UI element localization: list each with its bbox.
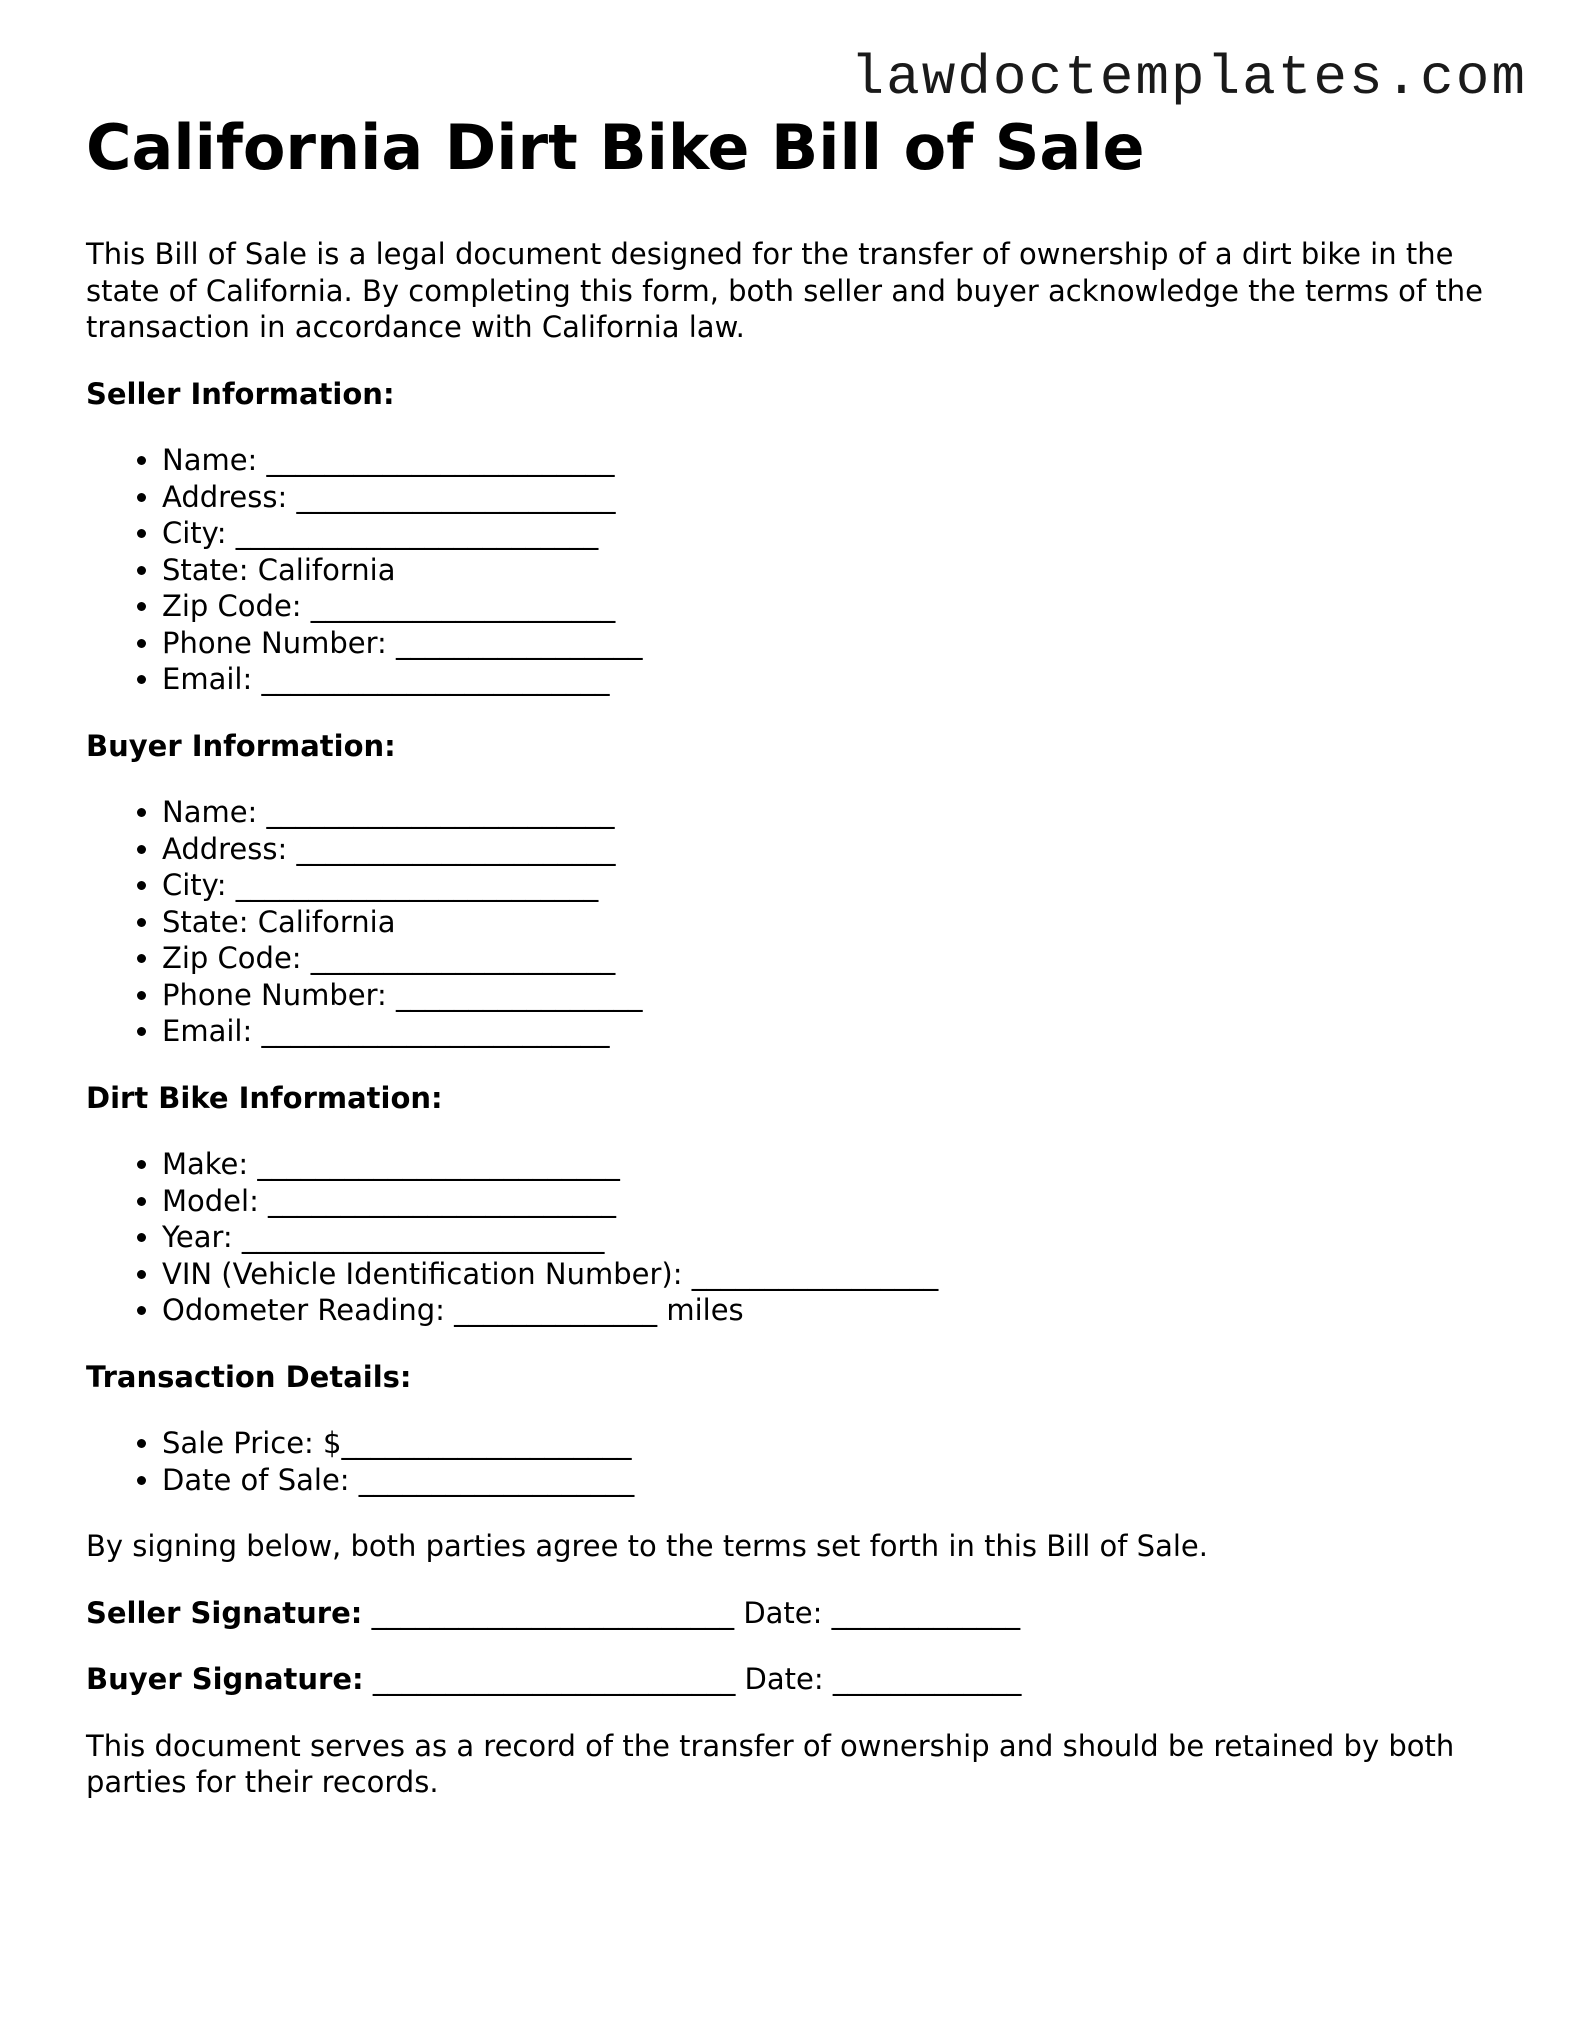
document-page [86,110,1506,1801]
closing-statement: This document serves as a record of the transfer of ownership and should be retained by both parties for their records. [86,1728,1455,1799]
seller-info-list [86,442,1506,698]
buyer-signature-label: Buyer Signature: [86,1662,364,1696]
transaction-info-list [86,1425,1506,1498]
bike-year-field: • Year: _________________________ [162,1219,1506,1256]
page-title: California Dirt Bike Bill of Sale [86,111,1145,184]
bike-vin-field: • VIN (Vehicle Identification Number): _________________ [162,1256,1506,1293]
buyer-email-field: • Email: ________________________ [162,1013,1506,1050]
seller-signature-label: Seller Signature: [86,1595,363,1630]
agreement-statement: By signing below, both parties agree to the terms set forth in this Bill of Sale. [86,1529,1208,1563]
transaction-section-heading: Transaction Details: [86,1359,412,1394]
buyer-state-field: • State: California [162,904,1506,941]
seller-name-field: • Name: ________________________ [162,442,1506,479]
seller-signature-line [86,1595,1506,1632]
buyer-zip-field: • Zip Code: _____________________ [162,940,1506,977]
seller-zip-field: • Zip Code: _____________________ [162,588,1506,625]
sale-price-field: • Sale Price: $____________________ [162,1425,1506,1462]
seller-signature-blank: _________________________ Date: _____________ [371,1595,1021,1630]
buyer-section-heading: Buyer Information: [86,728,396,763]
buyer-info-list [86,794,1506,1050]
watermark: lawdoctemplates.com [850,46,1527,110]
buyer-phone-field: • Phone Number: _________________ [162,977,1506,1014]
buyer-signature-blank: _________________________ Date: _____________ [372,1662,1022,1696]
bike-make-field: • Make: _________________________ [162,1146,1506,1183]
seller-section-heading: Seller Information: [86,376,395,411]
buyer-city-field: • City: _________________________ [162,867,1506,904]
seller-address-field: • Address: ______________________ [162,479,1506,516]
seller-state-field: • State: California [162,552,1506,589]
sale-date-field: • Date of Sale: ___________________ [162,1462,1506,1499]
bike-info-list [86,1146,1506,1329]
seller-city-field: • City: _________________________ [162,515,1506,552]
bike-odometer-field: • Odometer Reading: ______________ miles [162,1292,1506,1329]
buyer-address-field: • Address: ______________________ [162,831,1506,868]
bike-model-field: • Model: ________________________ [162,1183,1506,1220]
buyer-signature-line [86,1661,1506,1698]
intro-paragraph: This Bill of Sale is a legal document designed for the transfer of ownership of a dirt bike in the state of California. By completing this form, both seller and buyer acknowledge the terms of the transaction in accordance with California law. [86,237,1483,344]
seller-phone-field: • Phone Number: _________________ [162,625,1506,662]
buyer-name-field: • Name: ________________________ [162,794,1506,831]
seller-email-field: • Email: ________________________ [162,661,1506,698]
bike-section-heading: Dirt Bike Information: [86,1080,443,1115]
